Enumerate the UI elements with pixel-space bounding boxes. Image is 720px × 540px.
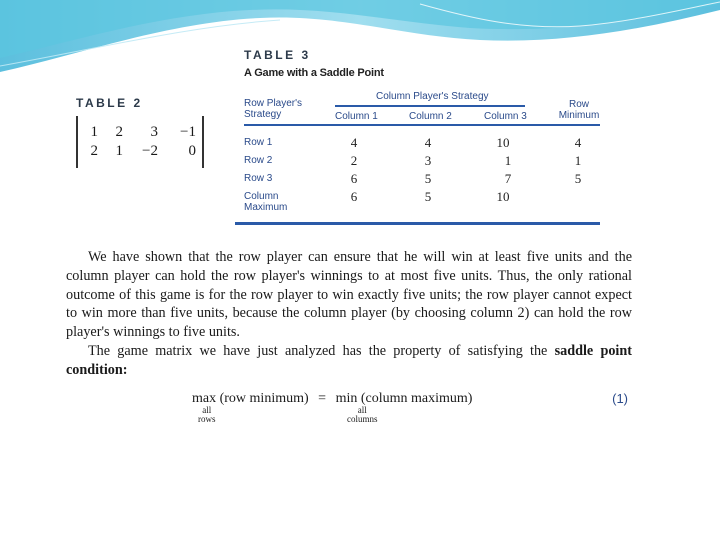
table2-cell: 1 [115,143,123,159]
subscript-text: columns [347,414,378,424]
col-header-3: Column 3 [484,111,527,122]
column-maximum-label [244,191,287,213]
table3-title: A Game with a Saddle Point [244,67,384,79]
label-text: Column [244,191,279,202]
paragraph-saddle-explanation: We have shown that the row player can ensure that he will win at least five units and the column player can hold the row player's winnings to at most five units. Thus, the only rational outcome of this game is for the row player to win exactly five units; the row player cannot expect to win more than five units, because the column player (by choosing column 2) can hold the row player's winnings to five units. [66,249,632,341]
table3-panel [235,84,600,232]
eq-equals: = [318,391,327,406]
table-cell: 3 [424,153,432,168]
table2-cell: 1 [90,124,98,140]
row-minimum-cell: 5 [574,171,582,186]
table-cell: 6 [350,171,358,186]
table-cell: 1 [504,153,512,168]
eq-right-subscript [347,406,378,424]
table-cell: 4 [424,135,432,150]
header-text: Minimum [558,110,600,121]
col-header-2: Column 2 [409,111,452,122]
eq-left: max (row minimum) [192,391,309,406]
table-cell: 4 [350,135,358,150]
row-label: Row 2 [244,155,273,166]
table2-cell: 0 [188,143,196,159]
label-text: Maximum [244,202,288,213]
table-cell: 2 [350,153,358,168]
table2-cell: 2 [90,143,98,159]
table2-cell: −1 [180,124,196,140]
table-bottom-rule [235,222,600,225]
subscript-text: rows [198,414,216,424]
body-text-block [66,248,632,426]
table2-matrix [76,116,204,168]
paragraph-text: The game matrix we have just analyzed has the property of satisfying the [88,342,555,359]
paragraph-saddle-condition [66,342,632,380]
header-text: Row [568,99,589,110]
table-cell: 5 [424,171,432,186]
equation-number: (1) [612,391,628,406]
row-label: Row 1 [244,137,273,148]
row-label: Row 3 [244,173,273,184]
row-minimum-cell: 1 [574,153,582,168]
group-header-rule [335,105,525,107]
table2-row [78,124,202,142]
row-strategy-header [244,98,302,120]
column-maximum-cell: 6 [350,189,358,204]
header-text: Row Player's [244,98,303,109]
row-minimum-header [558,99,600,121]
table2-row [78,143,202,161]
eq-right: min (column maximum) [335,391,473,406]
subscript-text: all [357,405,367,415]
row-minimum-cell: 4 [574,135,582,150]
column-strategy-group-header: Column Player's Strategy [376,91,489,102]
table2-cell: 2 [115,124,123,140]
col-header-1: Column 1 [335,111,378,122]
table3-label: TABLE 3 [244,48,311,62]
eq-left-subscript [198,406,216,424]
table2-cell: −2 [142,143,158,159]
table-cell: 7 [504,171,512,186]
column-maximum-cell: 10 [496,189,510,204]
header-text: Strategy [244,109,282,120]
header-rule [244,124,600,126]
saddle-point-equation [192,390,472,409]
subscript-text: all [202,405,212,415]
table2-cell: 3 [150,124,158,140]
table-cell: 10 [496,135,510,150]
table2-label: TABLE 2 [76,96,143,110]
saddle-point-term: saddle point condition: [66,342,632,378]
column-maximum-cell: 5 [424,189,432,204]
